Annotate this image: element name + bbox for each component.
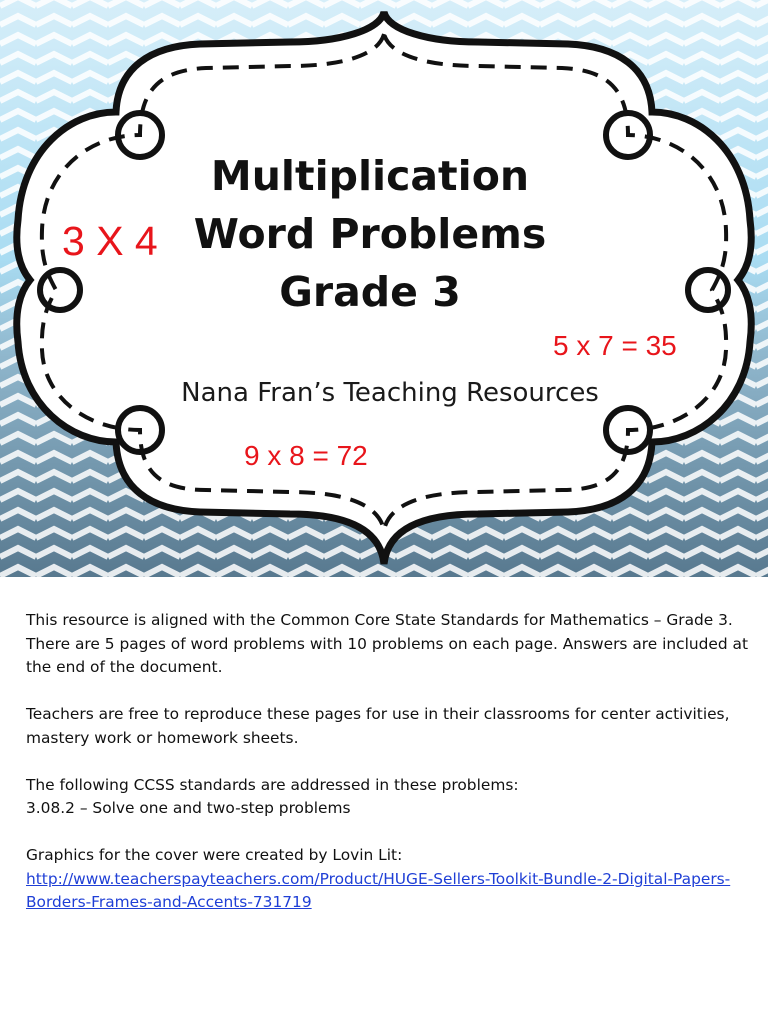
credits-link[interactable]: http://www.teacherspayteachers.com/Product/HUGE-Sellers-Toolkit-Bundle-2-Digital-Papers-Borders-Frames-and-Accents-731719 <box>26 869 731 911</box>
title-line-3: Grade 3 <box>279 268 461 316</box>
standard-item: 3.08.2 – Solve one and two-step problems <box>26 799 351 817</box>
document-body <box>26 609 756 938</box>
paragraph-standards <box>26 774 756 821</box>
paragraph-reproduce: Teachers are free to reproduce these pages for use in their classrooms for center activities, mastery work or homework sheets. <box>26 705 730 747</box>
standards-intro: The following CCSS standards are addressed in these problems: <box>26 775 519 794</box>
math-right: 5 x 7 = 35 <box>553 330 677 361</box>
paragraph-credits <box>26 844 756 915</box>
credits-text: Graphics for the cover were created by Lovin Lit: <box>26 846 403 864</box>
subtitle: Nana Fran’s Teaching Resources <box>181 378 599 408</box>
paragraph-alignment: This resource is aligned with the Common Core State Standards for Mathematics – Grade 3. There are 5 pages of word problems with 10 problems on each page. Answers are included at the end of the document. <box>26 611 749 676</box>
math-bottom: 9 x 8 = 72 <box>244 440 368 471</box>
math-left: 3 X 4 <box>62 218 158 264</box>
title-line-1: Multiplication <box>210 152 530 200</box>
title-line-2: Word Problems <box>193 210 547 258</box>
